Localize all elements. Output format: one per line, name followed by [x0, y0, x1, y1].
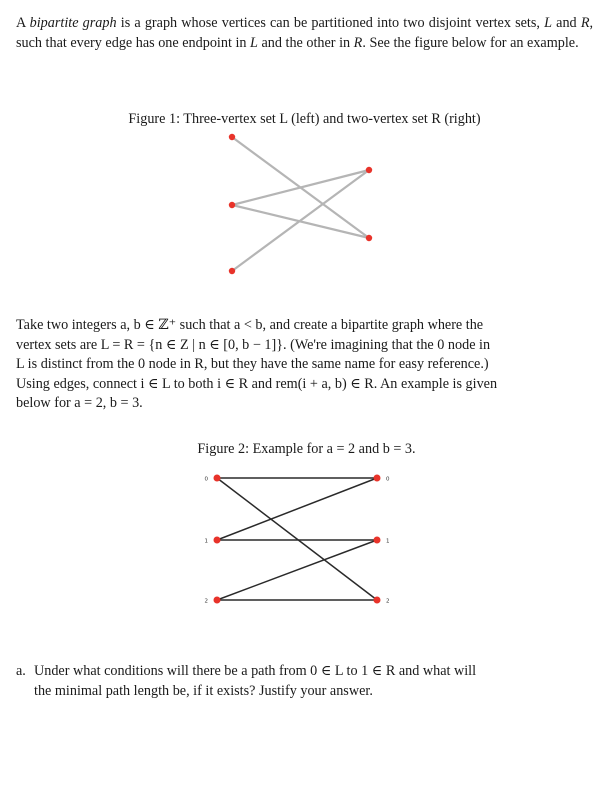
right-vertex-label: 1	[386, 538, 390, 545]
right-vertex-label: 2	[386, 598, 390, 605]
left-vertex	[229, 268, 235, 274]
left-vertex	[229, 202, 235, 208]
left-vertex	[214, 537, 221, 544]
right-vertex	[366, 235, 372, 241]
construction-paragraph	[16, 316, 593, 414]
right-vertex	[374, 597, 381, 604]
figure1-caption: Figure 1: Three-vertex set L (left) and two-vertex set R (right)	[128, 111, 481, 127]
right-vertex	[366, 167, 372, 173]
graph-edge	[217, 478, 377, 600]
question-line-1: Under what conditions will there be a path from 0 ∈ L to 1 ∈ R and what will	[34, 663, 477, 679]
intro-paragraph	[16, 14, 593, 53]
intro-text-e: . See the figure below for an example.	[362, 34, 579, 51]
construction-line-2: vertex sets are L = R = {n ∈ Z | n ∈ [0, b − 1]}. (We're imagining that the 0 node in	[16, 336, 491, 353]
left-vertex-label: 2	[204, 598, 208, 605]
graph-edge	[217, 478, 377, 540]
figure2-bipartite-graph	[0, 466, 609, 616]
figure2-caption: Figure 2: Example for a = 2 and b = 3.	[197, 441, 416, 457]
set-L-symbol-2: L	[250, 34, 258, 51]
right-vertex	[374, 475, 381, 482]
construction-line-3: L is distinct from the 0 node in R, but they have the same name for easy reference.)	[16, 356, 489, 372]
graph-edge	[217, 540, 377, 600]
intro-and: and	[556, 15, 577, 31]
construction-line-1: Take two integers a, b ∈ ℤ⁺ such that a < b, and create a bipartite graph where the	[16, 317, 484, 333]
set-R-symbol-2: R	[353, 34, 363, 51]
right-vertex-label: 0	[386, 476, 390, 483]
figure1-bipartite-graph	[0, 130, 609, 280]
intro-text-c: , such that every edge has one endpoint in	[16, 15, 594, 51]
graph-edge	[232, 170, 369, 205]
left-vertex	[229, 134, 235, 140]
left-vertex-label: 1	[204, 538, 208, 545]
intro-text-d: and the other in	[261, 34, 351, 51]
intro-text-a: A	[16, 15, 26, 31]
bipartite-term: bipartite graph	[29, 15, 117, 31]
left-vertex	[214, 475, 221, 482]
left-vertex-label: 0	[204, 476, 208, 483]
construction-line-4: Using edges, connect i ∈ L to both i ∈ R and rem(i + a, b) ∈ R. An example is given	[16, 375, 498, 392]
intro-text-b: is a graph whose vertices can be partitioned into two disjoint vertex sets,	[120, 15, 540, 31]
right-vertex	[374, 537, 381, 544]
left-vertex	[214, 597, 221, 604]
graph-edge	[232, 170, 369, 271]
question-line-2: the minimal path length be, if it exists? Justify your answer.	[34, 682, 373, 699]
question-letter: a.	[16, 663, 26, 679]
question-a	[16, 662, 593, 701]
construction-line-5: below for a = 2, b = 3.	[16, 395, 143, 411]
set-L-symbol: L	[544, 15, 552, 31]
set-R-symbol: R	[580, 15, 590, 31]
